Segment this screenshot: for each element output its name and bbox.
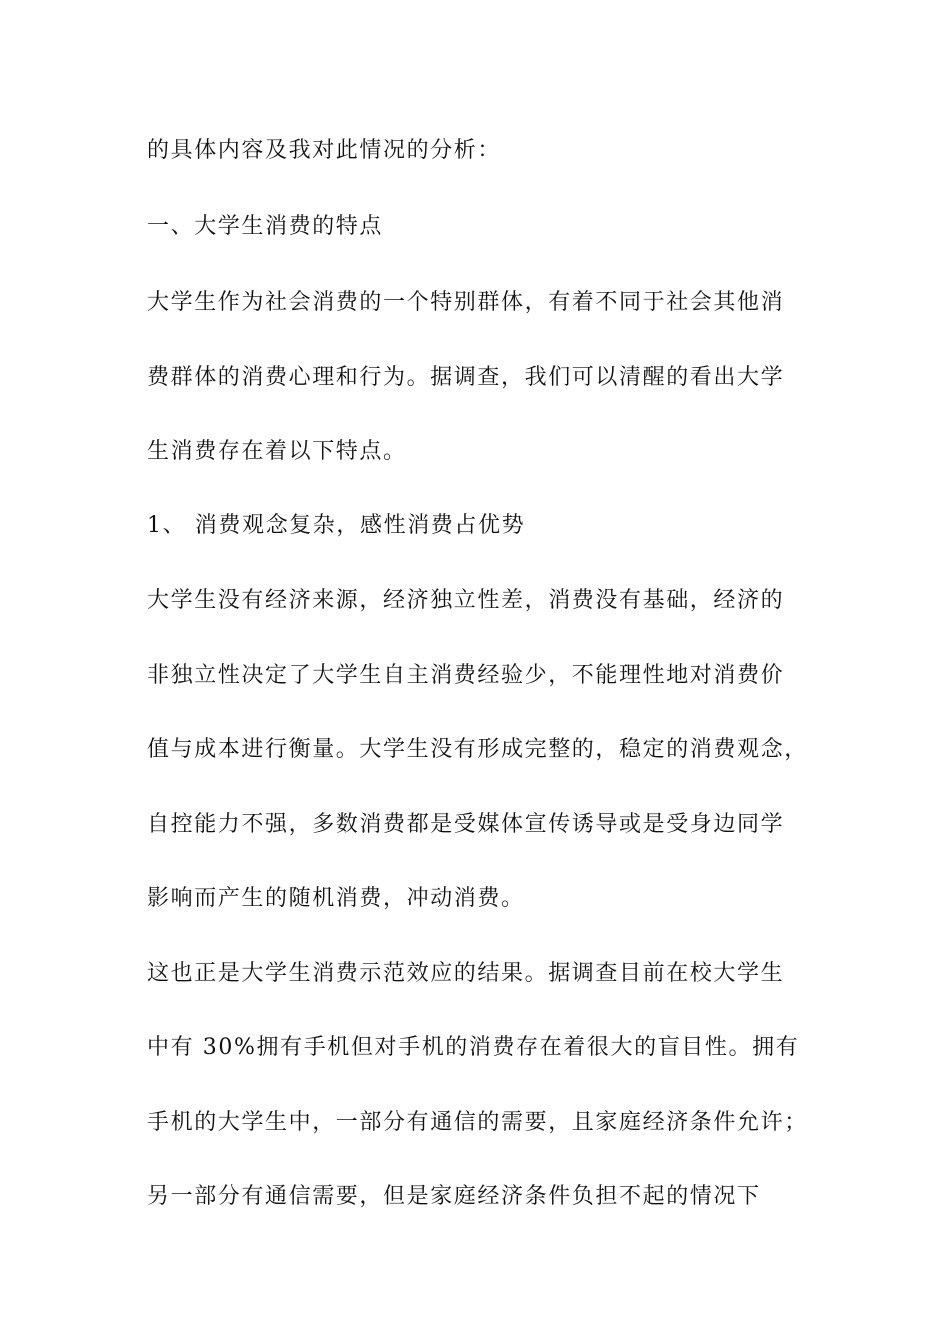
subsection-heading: 1、 消费观念复杂，感性消费占优势: [147, 513, 526, 538]
text-line: 手机的大学生中，一部分有通信的需要，且家庭经济条件允许；: [147, 1110, 808, 1135]
text-line: 这也正是大学生消费示范效应的结果。据调查目前在校大学生: [147, 961, 785, 986]
section-heading: 一、大学生消费的特点: [147, 214, 384, 239]
text-line: 另一部分有通信需要，但是家庭经济条件负担不起的情况下: [147, 1184, 761, 1209]
text-line: 大学生没有经济来源，经济独立性差，消费没有基础，经济的: [147, 588, 785, 613]
text-line: 大学生作为社会消费的一个特别群体，有着不同于社会其他消: [147, 290, 785, 315]
text-line: 生消费存在着以下特点。: [147, 439, 407, 464]
text-line: 非独立性决定了大学生自主消费经验少，不能理性地对消费价: [147, 663, 785, 688]
text-line: 中有 30%拥有手机但对手机的消费存在着很大的盲目性。拥有: [147, 1035, 800, 1060]
text-line: 的具体内容及我对此情况的分析：: [147, 138, 502, 163]
text-line: 自控能力不强，多数消费都是受媒体宣传诱导或是受身边同学: [147, 812, 785, 837]
text-line: 值与成本进行衡量。大学生没有形成完整的，稳定的消费观念，: [147, 737, 808, 762]
text-line: 费群体的消费心理和行为。据调查，我们可以清醒的看出大学: [147, 365, 785, 390]
text-line: 影响而产生的随机消费，冲动消费。: [147, 886, 525, 911]
